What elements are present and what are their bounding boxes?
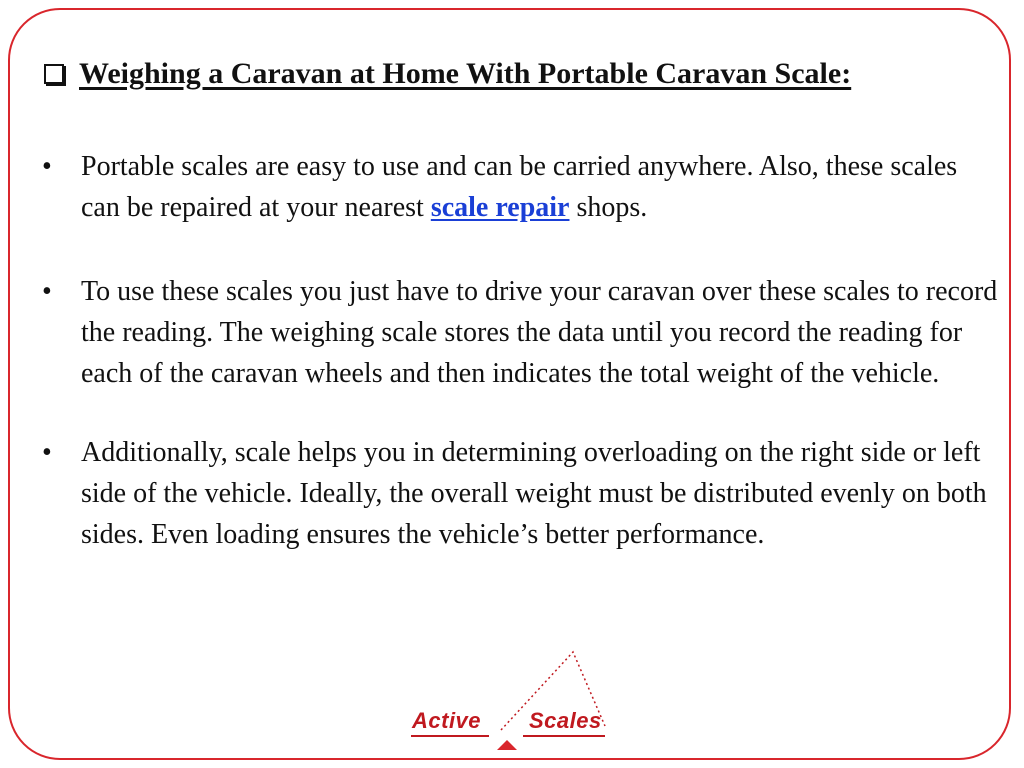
- bullet-dot: •: [42, 151, 52, 182]
- bullet-text-part: Portable scales are easy to use and can be carried anywhere. Also, these scales can be repaired at your nearest: [81, 151, 958, 223]
- logo-graphic: [405, 648, 615, 752]
- scale-repair-link[interactable]: scale repair: [430, 192, 570, 223]
- bullet-dot: •: [42, 276, 52, 307]
- bullet-text: To use these scales you just have to drive your caravan over these scales to record the reading. The weighing scale stores the data until you record the reading for each of the caravan wheels and then indicates the total weight of the vehicle.: [81, 276, 998, 389]
- bullet-text: Additionally, scale helps you in determining overloading on the right side or left side of the vehicle. Ideally, the overall weight must be distributed evenly on both sides. Even loading ensures the vehicle’s better performance.: [81, 437, 987, 550]
- bullet-text-part: shops.: [569, 192, 648, 223]
- bullet-dot: •: [42, 437, 52, 468]
- logo-word-scales: Scales: [529, 708, 602, 733]
- bullet-item-overloading: [42, 432, 1002, 555]
- bullet-item-drive-over: [42, 271, 1002, 394]
- checkbox-bullet-icon: [44, 64, 64, 84]
- heading-text: Weighing a Caravan at Home With Portable Caravan Scale:: [79, 57, 852, 90]
- bullet-list: [42, 146, 1002, 595]
- slide-heading: [44, 54, 851, 94]
- active-scales-logo: [405, 648, 615, 752]
- logo-word-active: Active: [412, 708, 482, 733]
- bullet-item-portable-scales: [42, 146, 1002, 228]
